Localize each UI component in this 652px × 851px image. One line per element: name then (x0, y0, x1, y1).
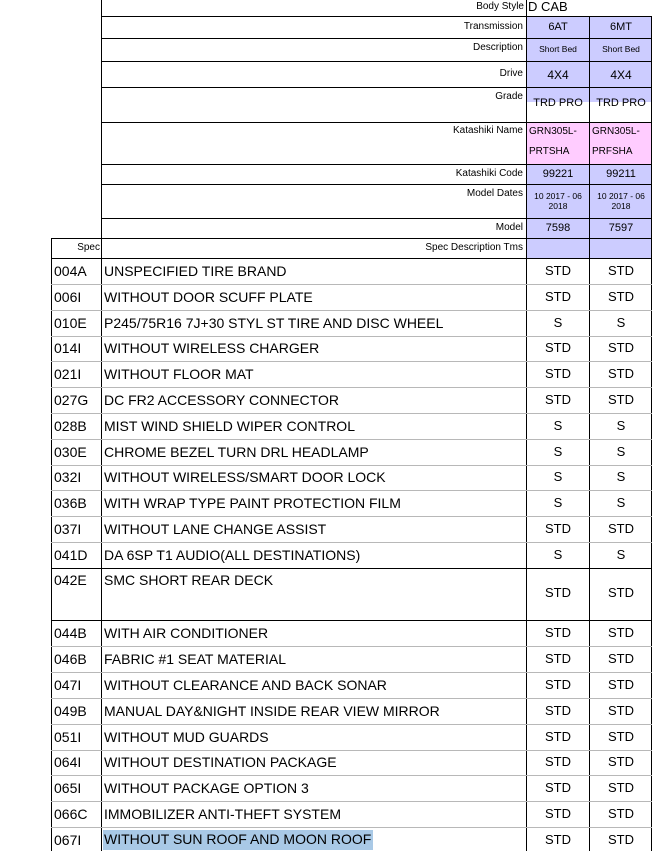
spec-value-2: S (616, 444, 626, 459)
spec-description-selected[interactable]: WITHOUT SUN ROOF AND MOON ROOF (103, 830, 373, 850)
spec-code: 027G (54, 392, 89, 408)
spec-value-2: S (616, 315, 626, 330)
row-divider (51, 801, 652, 802)
spec-code: 028B (54, 418, 87, 434)
grid-line (101, 61, 652, 62)
spec-column-header: Spec (77, 242, 100, 253)
spec-value-1: STD (545, 366, 571, 381)
spec-description: CHROME BEZEL TURN DRL HEADLAMP (104, 444, 369, 460)
spec-value-2: S (616, 547, 626, 562)
spec-code: 046B (54, 651, 87, 667)
spec-code: 041D (54, 547, 88, 563)
row-divider (51, 361, 652, 362)
grade-value-1: TRD PRO (533, 97, 583, 109)
spec-value-2: STD (608, 340, 634, 355)
spec-value-1: STD (545, 625, 571, 640)
spec-value-2: STD (608, 289, 634, 304)
spec-description: WITHOUT WIRELESS/SMART DOOR LOCK (104, 469, 386, 485)
row-divider (51, 490, 652, 491)
row-divider (51, 413, 652, 414)
spec-code: 010E (54, 315, 87, 331)
spec-description: UNSPECIFIED TIRE BRAND (104, 263, 287, 279)
spec-value-1: STD (545, 703, 571, 718)
katashiki-code-2: 99211 (606, 168, 636, 180)
spec-description: WITHOUT LANE CHANGE ASSIST (104, 521, 327, 537)
katashiki-name-2b: PRFSHA (592, 146, 633, 157)
grid-line (51, 258, 652, 259)
row-divider (51, 387, 652, 388)
spec-code: 067I (54, 832, 82, 848)
grid-line (101, 16, 652, 17)
spec-value-1: S (553, 547, 563, 562)
spec-description: WITHOUT WIRELESS CHARGER (104, 340, 320, 356)
spec-code: 047I (54, 677, 82, 693)
spec-description: WITH AIR CONDITIONER (104, 625, 269, 641)
model-dates-1a: 10 2017 - 06 (534, 191, 582, 201)
spec-value-2: STD (608, 585, 634, 600)
row-divider (51, 516, 652, 517)
grade-value-2: TRD PRO (596, 97, 646, 109)
grid-line (101, 87, 652, 88)
spec-value-1: STD (545, 729, 571, 744)
spec-value-2: STD (608, 263, 634, 278)
spec-code: 064I (54, 754, 82, 770)
spec-code: 014I (54, 340, 82, 356)
spec-value-2: STD (608, 392, 634, 407)
description-value-1: Short Bed (539, 44, 577, 54)
katashiki-name-1b: PRTSHA (529, 146, 570, 157)
row-divider (51, 284, 652, 285)
transmission-value-1: 6AT (548, 21, 568, 33)
spec-value-2: STD (608, 729, 634, 744)
spec-description: WITHOUT CLEARANCE AND BACK SONAR (104, 677, 387, 693)
model-dates-2b: 2018 (611, 201, 631, 211)
model-dates-2a: 10 2017 - 06 (597, 191, 645, 201)
model-label: Model (495, 222, 523, 233)
spec-value-1: S (553, 495, 563, 510)
row-divider (51, 750, 652, 751)
spec-code: 051I (54, 729, 82, 745)
spec-value-1: STD (545, 754, 571, 769)
spec-value-1: S (553, 444, 563, 459)
row-divider (51, 465, 652, 466)
description-label: Description (472, 42, 523, 53)
spec-value-2: S (616, 469, 626, 484)
spec-value-2: STD (608, 366, 634, 381)
spec-description: P245/75R16 7J+30 STYL ST TIRE AND DISC WHEEL (104, 315, 444, 331)
katashiki-name-1a: GRN305L- (529, 126, 577, 137)
grid-line (51, 238, 652, 239)
model-dates-label: Model Dates (466, 188, 523, 199)
row-divider (51, 568, 652, 569)
grid-line (101, 218, 652, 219)
spec-value-2: S (616, 418, 626, 433)
row-divider (51, 724, 652, 725)
spec-code: 049B (54, 703, 87, 719)
spec-code: 036B (54, 495, 87, 511)
grade-label: Grade (495, 91, 523, 102)
transmission-label: Transmission (463, 21, 523, 32)
spec-value-2: STD (608, 806, 634, 821)
grid-line (101, 38, 652, 39)
model-value-1: 7598 (545, 222, 571, 234)
body-style-label: Body Style (476, 1, 524, 12)
spec-value-2: STD (608, 754, 634, 769)
spec-code: 042E (54, 572, 87, 588)
spec-description: WITH WRAP TYPE PAINT PROTECTION FILM (104, 495, 401, 511)
grid-line (101, 122, 652, 123)
spec-description-header: Spec Description Tms (425, 242, 523, 253)
spec-value-2: STD (608, 780, 634, 795)
spec-value-1: STD (545, 780, 571, 795)
spec-description: MIST WIND SHIELD WIPER CONTROL (104, 418, 355, 434)
spec-description: IMMOBILIZER ANTI-THEFT SYSTEM (104, 806, 341, 822)
body-style-value: D CAB (528, 0, 568, 14)
spec-code: 037I (54, 521, 82, 537)
row-divider (51, 620, 652, 621)
katashiki-code-label: Katashiki Code (455, 168, 523, 179)
row-divider (51, 310, 652, 311)
row-divider (51, 646, 652, 647)
spec-value-1: S (553, 469, 563, 484)
spec-code: 030E (54, 444, 87, 460)
model-value-2: 7597 (608, 222, 634, 234)
spec-value-2: STD (608, 651, 634, 666)
row-divider (51, 336, 652, 337)
spec-description: WITHOUT FLOOR MAT (104, 366, 254, 382)
spec-code: 032I (54, 469, 82, 485)
spec-value-1: STD (545, 677, 571, 692)
spec-value-1: STD (545, 263, 571, 278)
spec-value-1: STD (545, 289, 571, 304)
spec-code: 006I (54, 289, 82, 305)
spec-description: WITHOUT MUD GUARDS (104, 729, 269, 745)
row-divider (51, 775, 652, 776)
spec-description: WITHOUT PACKAGE OPTION 3 (104, 780, 309, 796)
transmission-value-2: 6MT (610, 21, 632, 33)
katashiki-code-1: 99221 (542, 168, 574, 180)
spec-value-1: STD (545, 806, 571, 821)
spec-description: DC FR2 ACCESSORY CONNECTOR (104, 392, 339, 408)
spec-code: 004A (54, 263, 87, 279)
row-divider (51, 827, 652, 828)
spec-description: WITHOUT DOOR SCUFF PLATE (104, 289, 313, 305)
spec-description: SMC SHORT REAR DECK (104, 572, 274, 588)
spec-value-1: STD (545, 585, 571, 600)
grid-line (101, 184, 652, 185)
drive-value-1: 4X4 (547, 68, 569, 82)
spec-value-2: STD (608, 703, 634, 718)
drive-label: Drive (499, 68, 523, 79)
drive-value-2: 4X4 (610, 68, 632, 82)
row-divider (51, 439, 652, 440)
spec-value-2: STD (608, 625, 634, 640)
spec-value-1: STD (545, 651, 571, 666)
katashiki-name-label: Katashiki Name (452, 125, 523, 136)
spec-description: DA 6SP T1 AUDIO(ALL DESTINATIONS) (104, 547, 361, 563)
row-divider (51, 698, 652, 699)
row-divider (51, 542, 652, 543)
spec-value-1: STD (545, 392, 571, 407)
description-value-2: Short Bed (602, 44, 640, 54)
grid-line (51, 238, 52, 851)
spec-value-2: STD (608, 832, 634, 847)
spec-code: 065I (54, 780, 82, 796)
spec-value-1: STD (545, 832, 571, 847)
spec-code: 044B (54, 625, 87, 641)
spec-value-1: S (553, 315, 563, 330)
grid-line (589, 17, 590, 851)
spec-description: WITHOUT DESTINATION PACKAGE (104, 754, 337, 770)
model-dates-1b: 2018 (548, 201, 568, 211)
grid-line (101, 164, 652, 165)
row-divider (51, 672, 652, 673)
spec-description: FABRIC #1 SEAT MATERIAL (104, 651, 287, 667)
spec-description: MANUAL DAY&NIGHT INSIDE REAR VIEW MIRROR (104, 703, 440, 719)
spec-value-1: S (553, 418, 563, 433)
spec-value-2: S (616, 495, 626, 510)
spec-value-1: STD (545, 340, 571, 355)
spec-value-1: STD (545, 521, 571, 536)
spec-value-2: STD (608, 521, 634, 536)
katashiki-name-2a: GRN305L- (592, 126, 640, 137)
spec-value-2: STD (608, 677, 634, 692)
spec-code: 021I (54, 366, 82, 382)
spec-code: 066C (54, 806, 88, 822)
